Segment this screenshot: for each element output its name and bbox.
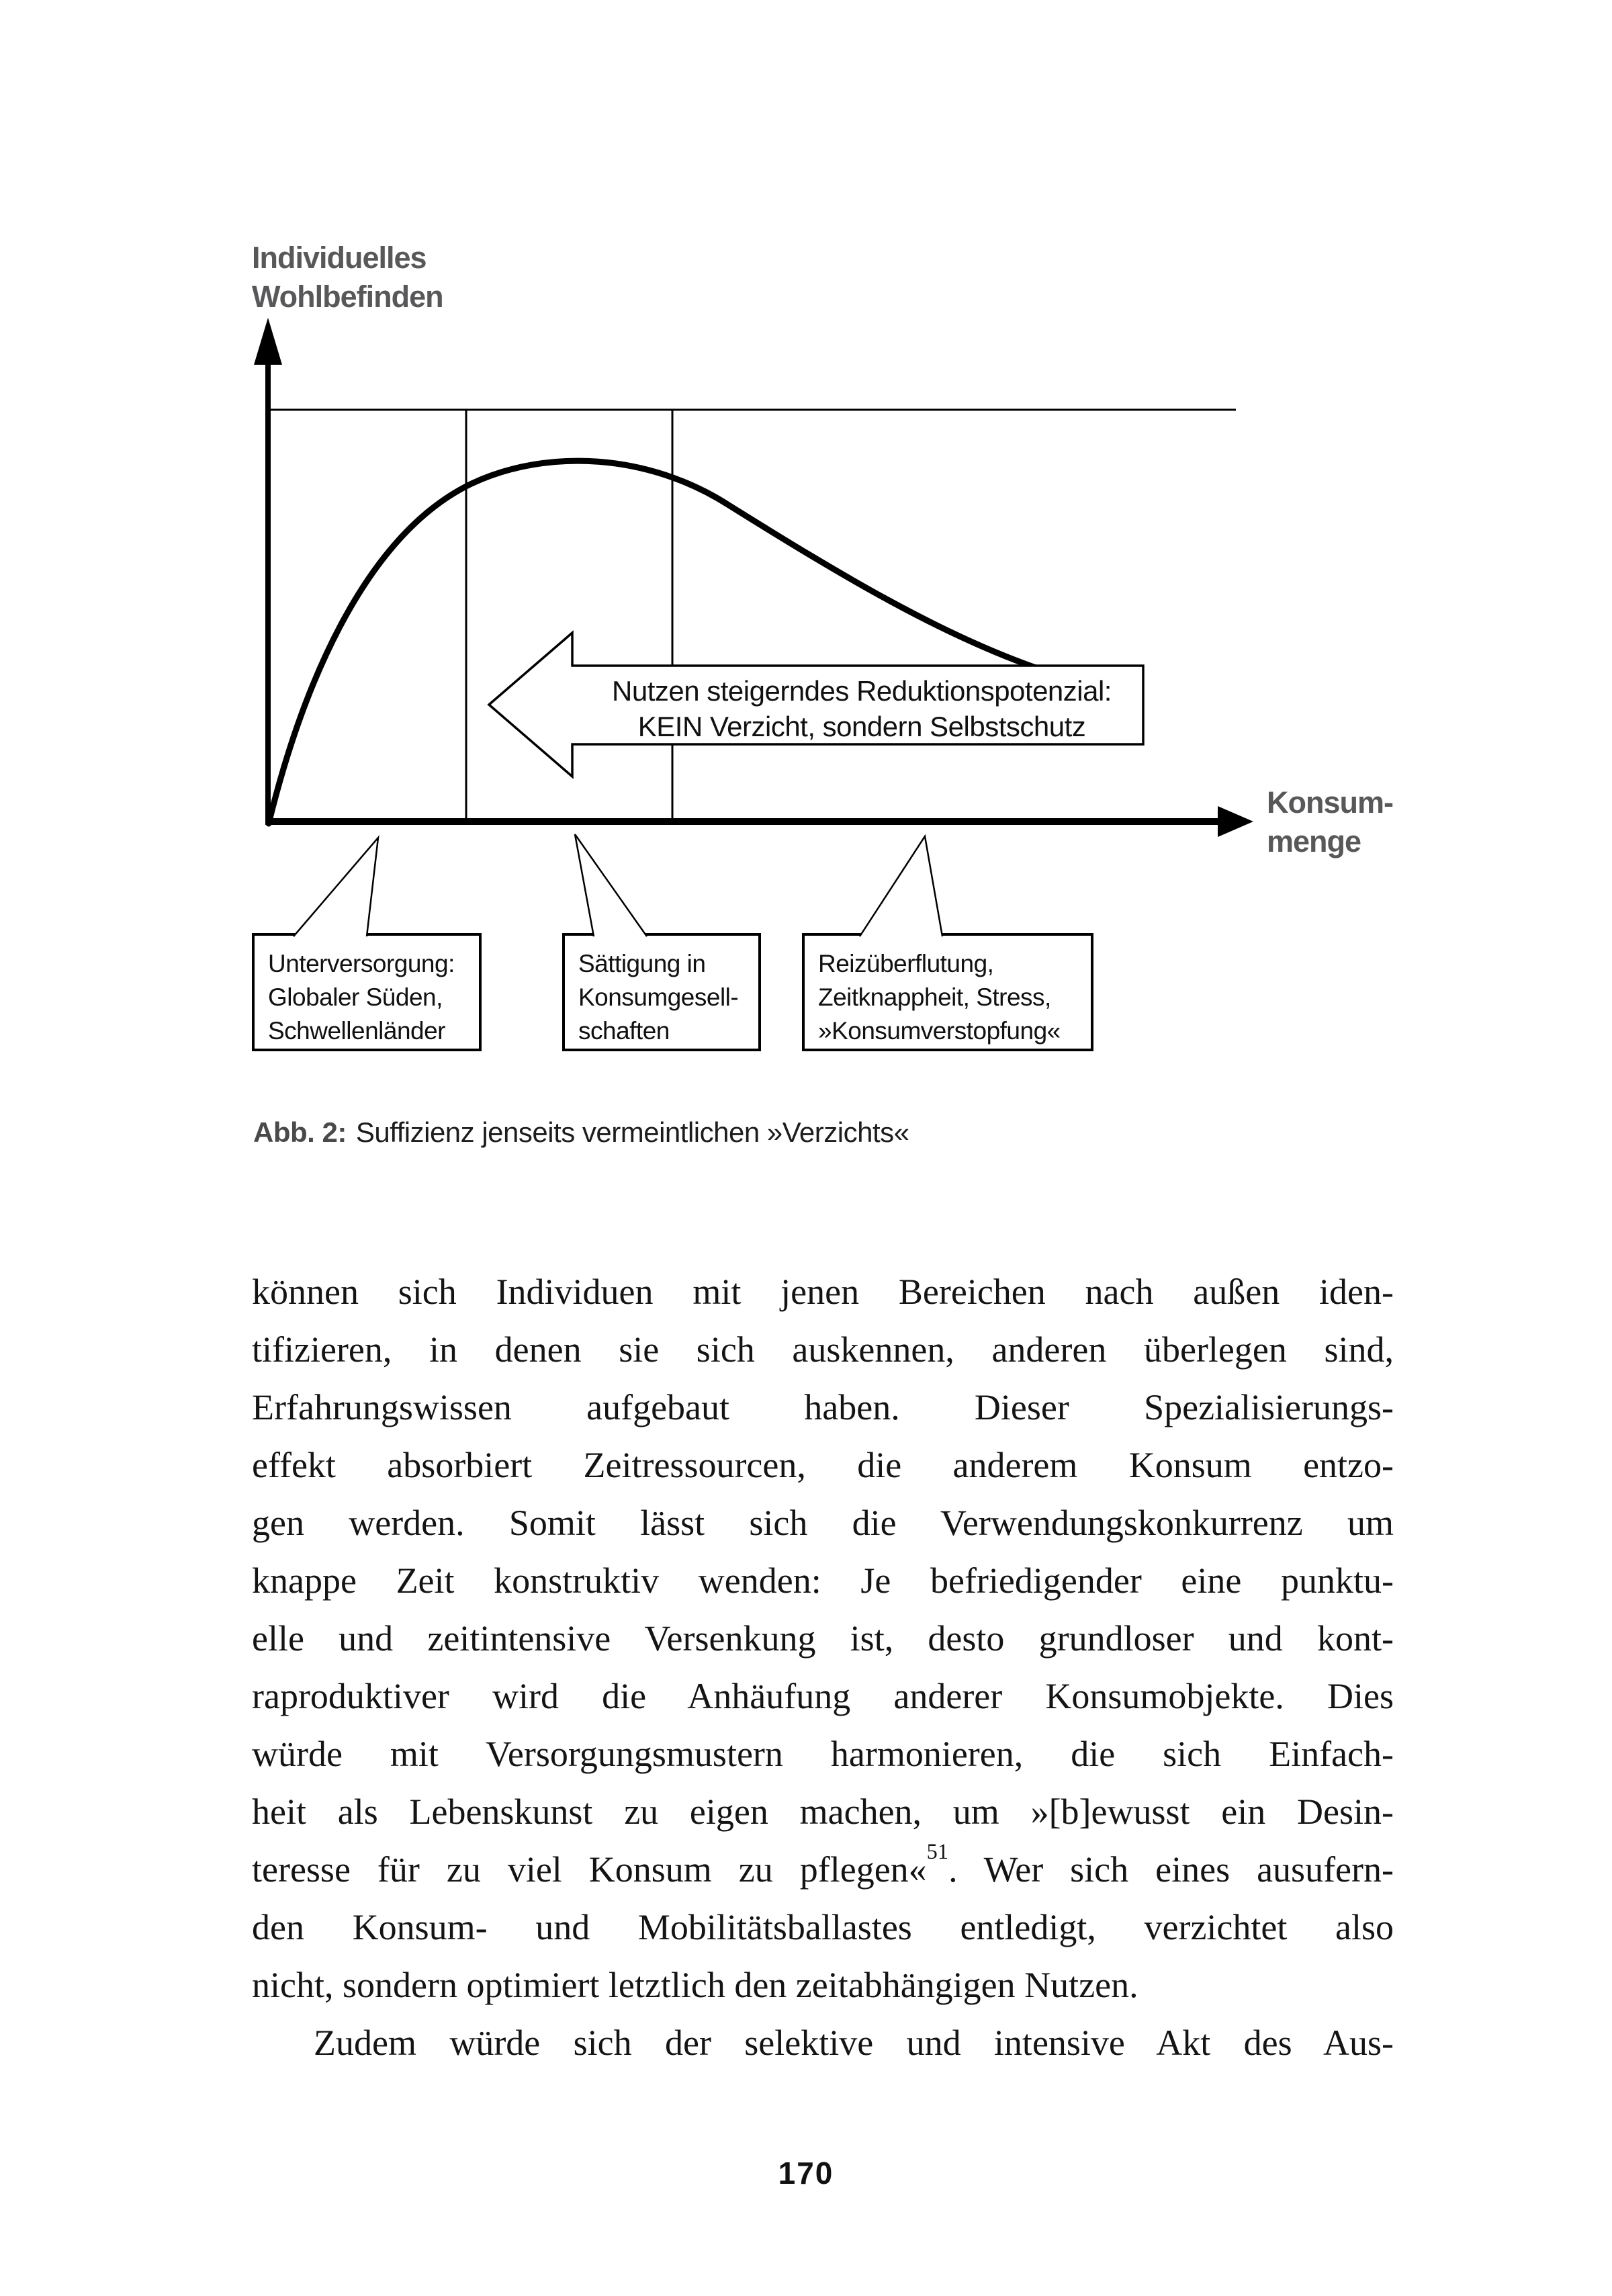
x-axis-label-line2: menge xyxy=(1267,824,1361,858)
callout2-line2: Konsumgesell- xyxy=(578,983,739,1011)
arrow-text-line2: KEIN Verzicht, sondern Selbstschutz xyxy=(637,711,1086,742)
callout1-line1: Unterversorgung: xyxy=(268,950,455,977)
callout-tail-undersupply xyxy=(294,838,378,936)
body-line: können sich Individuen mit jenen Bereichen nach außen iden- xyxy=(252,1272,1394,1312)
figure-caption xyxy=(253,1116,909,1149)
y-axis-arrowhead-icon xyxy=(254,318,282,365)
callout3-line3: »Konsumverstopfung« xyxy=(818,1017,1061,1045)
x-axis-arrowhead-icon xyxy=(1218,806,1253,837)
body-line: elle und zeitintensive Versenkung ist, desto grundloser und kont- xyxy=(252,1618,1394,1659)
body-line: Erfahrungswissen aufgebaut haben. Dieser Spezialisierungs- xyxy=(252,1387,1394,1427)
callout2-line1: Sättigung in xyxy=(578,950,706,977)
figure-caption-text: Suffizienz jenseits vermeintlichen »Verzichts« xyxy=(355,1116,909,1148)
y-axis-label-line1: Individuelles xyxy=(252,240,427,275)
body-text-block xyxy=(252,1263,1394,2072)
callout1-line3: Schwellenländer xyxy=(268,1017,446,1045)
body-line-with-footnote xyxy=(252,1841,1394,1898)
body-line-paragraph-end: nicht, sondern optimiert letztlich den zeitabhängigen Nutzen. xyxy=(252,1965,1138,2005)
callout-tail-overstimulation xyxy=(860,836,942,936)
body-line: effekt absorbiert Zeitressourcen, die anderem Konsum entzo- xyxy=(252,1445,1394,1485)
body-line: gen werden. Somit lässt sich die Verwendungskonkurrenz um xyxy=(252,1503,1394,1543)
body-line: würde mit Versorgungsmustern harmonieren, die sich Einfach- xyxy=(252,1734,1394,1774)
callout1-line2: Globaler Süden, xyxy=(268,983,443,1011)
x-axis-label-line1: Konsum- xyxy=(1267,785,1393,820)
y-axis-label-line2: Wohlbefinden xyxy=(252,279,443,314)
body-line: tifizieren, in denen sie sich auskennen, anderen überlegen sind, xyxy=(252,1329,1394,1370)
body-line: raproduktiver wird die Anhäufung anderer Konsumobjekte. Dies xyxy=(252,1676,1394,1716)
callout3-line2: Zeitknappheit, Stress, xyxy=(818,983,1051,1011)
callout2-line3: schaften xyxy=(578,1017,670,1045)
body-line: den Konsum- und Mobilitätsballastes entledigt, verzichtet also xyxy=(252,1907,1394,1947)
callout3-line1: Reizüberflutung, xyxy=(818,950,994,977)
arrow-text-line1: Nutzen steigerndes Reduktionspotenzial: xyxy=(612,675,1112,707)
footnote-marker: 51 xyxy=(926,1840,949,1865)
wellbeing-curve xyxy=(269,461,1040,824)
callout-tail-saturation xyxy=(575,834,647,936)
body-line-post: . Wer sich eines ausufern- xyxy=(948,1849,1394,1890)
body-line: knappe Zeit konstruktiv wenden: Je befriedigender eine punktu- xyxy=(252,1560,1394,1601)
body-line-pre: teresse für zu viel Konsum zu pflegen« xyxy=(252,1849,927,1890)
body-line-paragraph-start: Zudem würde sich der selektive und intensive Akt des Aus- xyxy=(314,2023,1394,2063)
figure-caption-label: Abb. 2: xyxy=(253,1116,347,1148)
page-number: 170 xyxy=(778,2156,834,2191)
body-line: heit als Lebenskunst zu eigen machen, um »[b]ewusst ein Desin- xyxy=(252,1792,1394,1832)
